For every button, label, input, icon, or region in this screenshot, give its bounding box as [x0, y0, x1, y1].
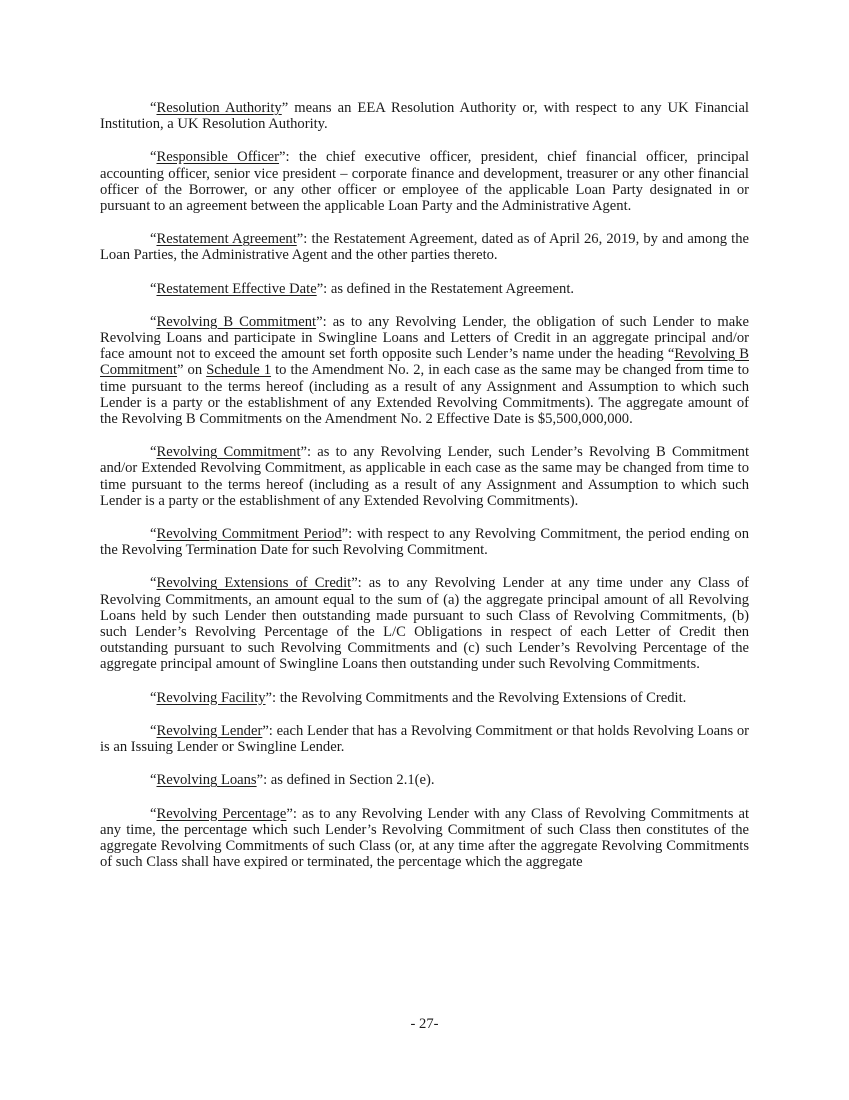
definition-revolving-extensions-of-credit: “Revolving Extensions of Credit”: as to any Revolving Lender at any time under any Class of Revolving Commitments, an amount equal to the sum of (a) the aggregate principal amount of all Revolving Loans held by such Lender then outstanding made pursuant to such Class of Revolving Commitments, (b) such Lender’s Revolving Percentage of the L/C Obligations in respect of each Letter of Credit then outstanding pursuant to such Revolving Commitments and (c) such Lender’s Revolving Percentage of the aggregate principal amount of Swingline Loans then outstanding under such Revolving Commitments. — [100, 575, 749, 673]
defined-term: Revolving Loans — [156, 772, 257, 789]
defined-term: Revolving Commitment Period — [156, 526, 342, 543]
defined-term: Revolving Commitment — [156, 444, 301, 461]
defined-term: Revolving Extensions of Credit — [156, 575, 352, 592]
definition-revolving-loans: “Revolving Loans”: as defined in Section 2.1(e). — [150, 772, 435, 789]
definition-responsible-officer: “Responsible Officer”: the chief executive officer, president, chief financial officer, principal accounting officer, senior vice president – corporate finance and development, treasurer or any other financial officer of the Borrower, or any other officer or employee of the applicable Loan Party designated in or pursuant to an agreement between the applicable Loan Party and the Administrative Agent. — [100, 149, 750, 215]
definition-revolving-commitment: “Revolving Commitment”: as to any Revolving Lender, such Lender’s Revolving B Commitment and/or Extended Revolving Commitment, as applicable in each case as the same may be changed from time to time pursuant to the terms hereof (including as a result of any Assignment and Assumption to which such Lender is a party or the establishment of any Extended Revolving Commitments). — [100, 444, 749, 509]
definition-restatement-effective-date: “Restatement Effective Date”: as defined in the Restatement Agreement. — [150, 280, 575, 297]
definition-revolving-percentage: “Revolving Percentage”: as to any Revolving Lender with any Class of Revolving Commitments at any time, the percentage which such Lender’s Revolving Commitment of such Class then constitutes of the aggregate Revolving Commitments of such Class (or, at any time after the aggregate Revolving Commitments of such Class shall have expired or terminated, the percentage which the aggregate — [100, 805, 750, 871]
schedule-reference: Schedule 1 — [206, 362, 272, 379]
definition-resolution-authority: “Resolution Authority” means an EEA Resolution Authority or, with respect to any UK Financial Institution, a UK Resolution Authority. — [100, 100, 749, 133]
document-body — [100, 100, 749, 887]
defined-term: Revolving Percentage — [156, 805, 287, 822]
defined-term: Revolving Facility — [156, 689, 266, 706]
definition-revolving-commitment-period: “Revolving Commitment Period”: with respect to any Revolving Commitment, the period ending on the Revolving Termination Date for such Revolving Commitment. — [100, 526, 750, 559]
definition-revolving-lender: “Revolving Lender”: each Lender that has a Revolving Commitment or that holds Revolving Loans or is an Issuing Lender or Swingline Lender. — [100, 722, 750, 756]
defined-term: Revolving Lender — [156, 722, 263, 739]
defined-term: Revolving B Commitment — [156, 313, 317, 330]
defined-term: Resolution Authority — [156, 100, 282, 116]
definition-revolving-b-commitment: “Revolving B Commitment”: as to any Revolving Lender, the obligation of such Lender to make Revolving Loans and participate in Swingline Loans and Letters of Credit in an aggregate principal and/or face amount not to exceed the amount set forth opposite such Lender’s name under the heading “Revolving B Commitment” on Schedule 1 to the Amendment No. 2, in each case as the same may be changed from time to time pursuant to the terms hereof (including as a result of any Assignment and Assumption to which such Lender is a party or the establishment of any Extended Revolving Commitments). The aggregate amount of the Revolving B Commitments on the Amendment No. 2 Effective Date is $5,500,000,000. — [100, 313, 750, 428]
page-number: - 27- — [410, 1016, 439, 1032]
definition-restatement-agreement: “Restatement Agreement”: the Restatement Agreement, dated as of April 26, 2019, by and among the Loan Parties, the Administrative Agent and the other parties thereto. — [100, 231, 750, 264]
defined-term: Restatement Effective Date — [156, 280, 317, 297]
definition-revolving-facility: “Revolving Facility”: the Revolving Commitments and the Revolving Extensions of Credit. — [150, 689, 687, 706]
defined-term: Restatement Agreement — [156, 231, 297, 248]
defined-term-reference: Revolving B Commitment — [100, 346, 750, 379]
defined-term: Responsible Officer — [156, 149, 280, 166]
